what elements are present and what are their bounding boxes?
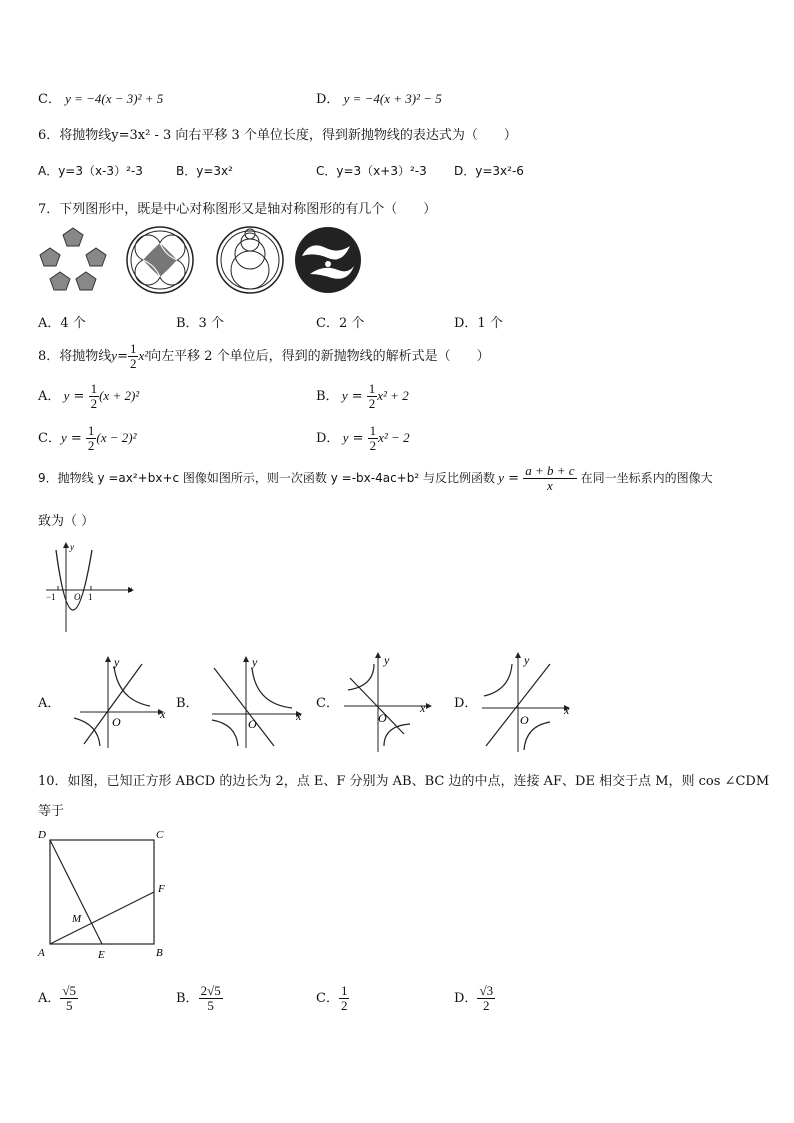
svg-text:C: C <box>156 829 164 841</box>
svg-text:F: F <box>158 883 165 895</box>
pentagon-ring-figure <box>40 228 106 290</box>
svg-text:y: y <box>384 653 390 667</box>
q6-text: 6．将抛物线y=3x² - 3 向右平移 3 个单位长度，得到新抛物线的表达式为（ ） <box>38 128 517 143</box>
svg-text:x: x <box>296 709 302 723</box>
q6-option-c: C．y=3（x+3）²-3 <box>316 164 427 178</box>
svg-text:E: E <box>98 949 105 961</box>
q10-text-line2: 等于 <box>38 804 65 819</box>
q9-option-a-label: A． <box>38 696 61 711</box>
q8-text: 8．将抛物线y= $\frac{1}{2}$ x²向左平移 2 个单位后，得到的新抛物线的解析式是（ ） <box>38 341 490 371</box>
q7-option-c: C．2 个 <box>316 316 365 331</box>
svg-text:x: x <box>160 707 166 721</box>
q7-option-d: D．1 个 <box>454 316 503 331</box>
q8-option-a: A． y = $\frac{1}{2}$ (x + 2)² <box>38 381 140 411</box>
q8-option-d: D． y = $\frac{1}{2}$ x² − 2 <box>316 423 410 453</box>
svg-text:O: O <box>378 711 387 725</box>
q9-neg1-label: −1 <box>46 592 56 602</box>
q5-option-d-expr: y = −4(x + 3)² − 5 <box>343 91 442 106</box>
svg-text:y: y <box>524 653 530 667</box>
svg-text:B: B <box>156 947 163 959</box>
q6-option-a: A．y=3（x-3）²-3 <box>38 164 143 178</box>
q9-parabola-graph <box>44 540 140 636</box>
q9-y-label: y <box>70 542 74 552</box>
four-petal-circle-figure <box>127 227 193 293</box>
q10-option-d: D． $\frac{√3}{2}$ <box>454 983 494 1013</box>
svg-text:M: M <box>72 913 82 925</box>
q6-option-b: B．y=3x² <box>176 164 233 178</box>
q9-option-b-label: B． <box>176 696 199 711</box>
q7-figures <box>36 224 366 300</box>
q10-option-a: A． $\frac{√5}{5}$ <box>38 983 77 1013</box>
q9-option-c-label: C． <box>316 696 339 711</box>
q10-square-figure <box>34 826 174 966</box>
svg-text:x: x <box>420 701 426 715</box>
q9-text: 9．抛物线 y =ax²+bx+c 图像如图所示，则一次函数 y =-bx-4ac+b² 与反比例函数 y = $\frac{a + b + c}{x}$ 在同一坐标系内的图像大 <box>38 463 713 493</box>
q8-option-b: B． y = $\frac{1}{2}$ x² + 2 <box>316 381 409 411</box>
q5-option-c: C． y = −4(x − 3)² + 5 <box>38 91 164 107</box>
q10-option-b: B． $\frac{2√5}{5}$ <box>176 983 221 1013</box>
q9-origin-label: O <box>74 592 81 602</box>
svg-text:y: y <box>114 655 120 669</box>
q9-option-d-label: D． <box>454 696 478 711</box>
q8-option-c: C．y = $\frac{1}{2}$ (x − 2)² <box>38 423 137 453</box>
q10-text-line1: 10．如图，已知正方形 ABCD 的边长为 2，点 E、F 分别为 AB、BC 边的中点，连接 AF、DE 相交于点 M，则 cos ∠CDM <box>38 774 770 789</box>
q6-option-d: D．y=3x²-6 <box>454 164 524 178</box>
q5-option-c-expr: y = −4(x − 3)² + 5 <box>65 91 164 106</box>
q10-option-c: C． $\frac{1}{2}$ <box>316 983 348 1013</box>
svg-text:O: O <box>112 715 121 729</box>
q9-text-line2: 致为（ ） <box>38 514 95 529</box>
q9-x-label: x <box>128 584 132 594</box>
svg-text:O: O <box>520 713 529 727</box>
svg-text:D: D <box>38 829 46 841</box>
svg-text:x: x <box>564 703 570 717</box>
taiji-figure <box>295 227 361 293</box>
q9-one-label: 1 <box>88 592 93 602</box>
svg-text:y: y <box>252 655 258 669</box>
q9-option-c-graph <box>340 650 440 754</box>
q7-text: 7．下列图形中，既是中心对称图形又是轴对称图形的有几个（ ） <box>38 202 437 217</box>
q7-option-a: A．4 个 <box>38 316 86 331</box>
q9-option-d-graph <box>478 650 578 754</box>
nested-circles-figure <box>217 227 283 293</box>
q7-option-b: B．3 个 <box>176 316 224 331</box>
q9-option-b-graph <box>206 654 310 750</box>
q9-option-a-graph <box>70 654 170 750</box>
q5-option-d: D． y = −4(x + 3)² − 5 <box>316 91 442 107</box>
svg-text:A: A <box>38 947 45 959</box>
svg-text:O: O <box>248 717 257 731</box>
